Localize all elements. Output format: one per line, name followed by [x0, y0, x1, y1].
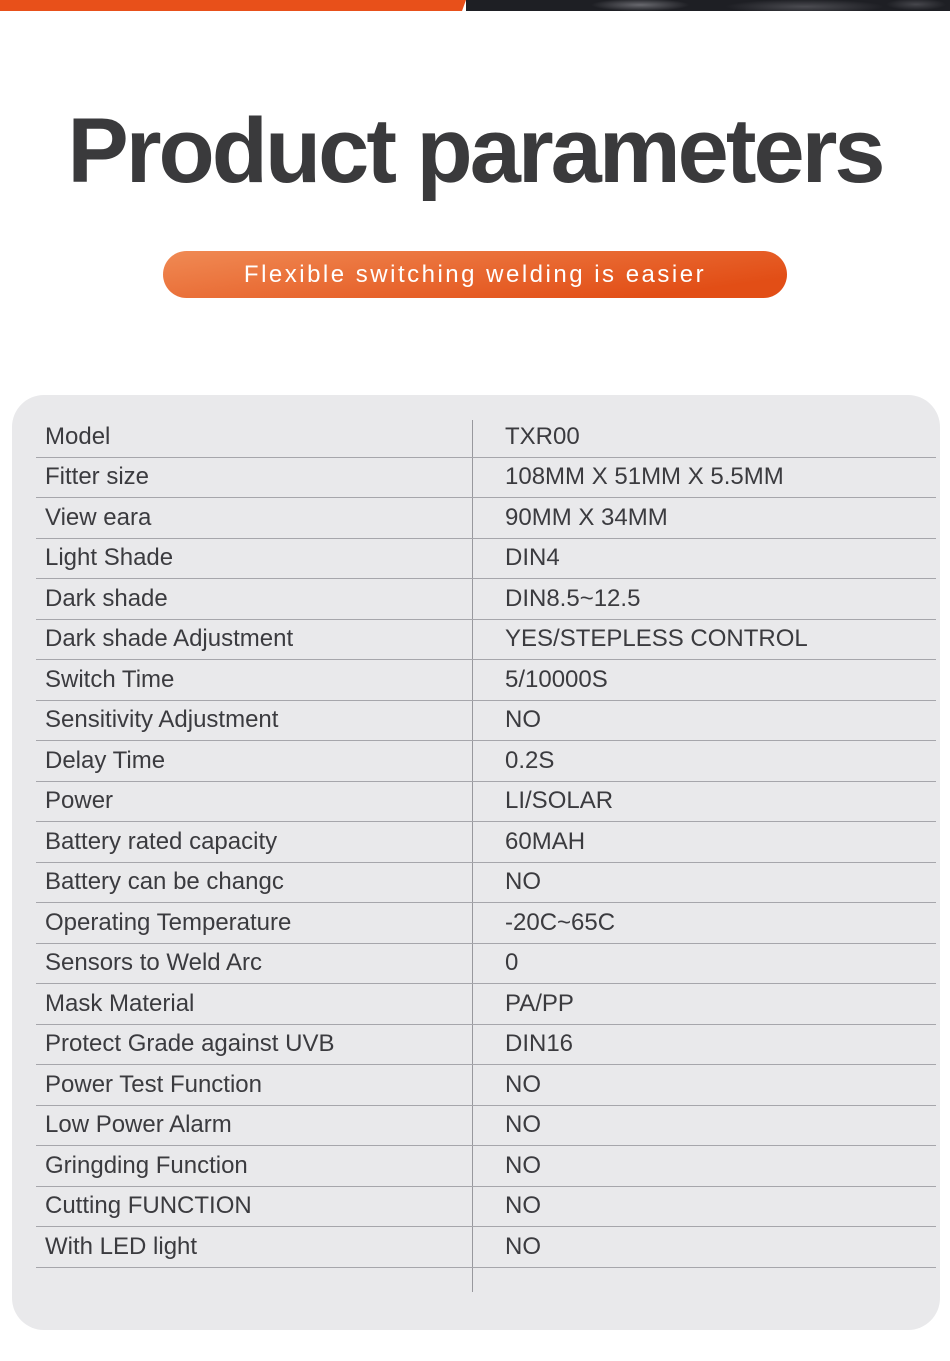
top-bar-dark-segment — [466, 0, 950, 11]
spec-label: Delay Time — [45, 746, 166, 774]
table-row — [36, 579, 936, 620]
spec-value: NO — [505, 706, 541, 734]
spec-label: Protect Grade against UVB — [45, 1030, 335, 1058]
spec-value: NO — [505, 868, 541, 896]
table-row — [36, 944, 936, 985]
table-row — [36, 822, 936, 863]
spec-value: 90MM X 34MM — [505, 503, 668, 531]
spec-label: Sensitivity Adjustment — [45, 706, 279, 734]
spec-label: Light Shade — [45, 544, 174, 572]
spec-label: Gringding Function — [45, 1151, 248, 1179]
spec-value: 60MAH — [505, 827, 586, 855]
spec-value: NO — [505, 1192, 541, 1220]
table-row — [36, 498, 936, 539]
spec-label: Sensors to Weld Arc — [45, 949, 262, 977]
table-row — [36, 1065, 936, 1106]
spec-label: Operating Temperature — [45, 908, 292, 936]
spec-label: Mask Material — [45, 989, 195, 1017]
spec-value: YES/STEPLESS CONTROL — [505, 625, 808, 653]
spec-value: TXR00 — [505, 422, 580, 450]
spec-label: Dark shade Adjustment — [45, 625, 294, 653]
spec-label: Dark shade — [45, 584, 168, 612]
spec-label: Battery rated capacity — [45, 827, 278, 855]
spec-value: NO — [505, 1151, 541, 1179]
table-row — [36, 741, 936, 782]
table-row — [36, 539, 936, 580]
spec-value: DIN8.5~12.5 — [505, 584, 641, 612]
table-row — [36, 782, 936, 823]
table-row — [36, 863, 936, 904]
spec-label: View eara — [45, 503, 152, 531]
spec-value: 108MM X 51MM X 5.5MM — [505, 463, 784, 491]
spec-label: Low Power Alarm — [45, 1111, 232, 1139]
table-row — [36, 701, 936, 742]
table-row — [36, 458, 936, 499]
spec-label: Model — [45, 422, 111, 450]
spec-value: -20C~65C — [505, 908, 616, 936]
spec-label: Switch Time — [45, 665, 175, 693]
spec-table — [36, 417, 936, 1268]
spec-value: DIN4 — [505, 544, 560, 572]
table-row — [36, 417, 936, 458]
spec-value: 0.2S — [505, 746, 555, 774]
table-row — [36, 1146, 936, 1187]
page-title: Product parameters — [67, 100, 883, 202]
spec-label: Fitter size — [45, 463, 150, 491]
table-row — [36, 903, 936, 944]
table-row — [36, 620, 936, 661]
spec-value: DIN16 — [505, 1030, 574, 1058]
spec-value: PA/PP — [505, 989, 574, 1017]
spec-label: Power Test Function — [45, 1070, 262, 1098]
table-row — [36, 1187, 936, 1228]
table-row — [36, 660, 936, 701]
spec-value: 0 — [505, 949, 519, 977]
table-row — [36, 984, 936, 1025]
table-row — [36, 1106, 936, 1147]
top-bar-orange-segment — [0, 0, 466, 11]
spec-value: NO — [505, 1232, 541, 1260]
spec-label: With LED light — [45, 1232, 198, 1260]
spec-value: LI/SOLAR — [505, 787, 614, 815]
spec-value: NO — [505, 1070, 541, 1098]
tagline-text: Flexible switching welding is easier — [243, 260, 707, 288]
spec-card — [12, 395, 940, 1330]
spec-label: Cutting FUNCTION — [45, 1192, 252, 1220]
spec-value: 5/10000S — [505, 665, 608, 693]
tagline-banner — [163, 251, 787, 298]
spec-label: Power — [45, 787, 114, 815]
table-row — [36, 1227, 936, 1268]
top-bar — [0, 0, 950, 11]
spec-value: NO — [505, 1111, 541, 1139]
spec-label: Battery can be changc — [45, 868, 284, 896]
table-row — [36, 1025, 936, 1066]
